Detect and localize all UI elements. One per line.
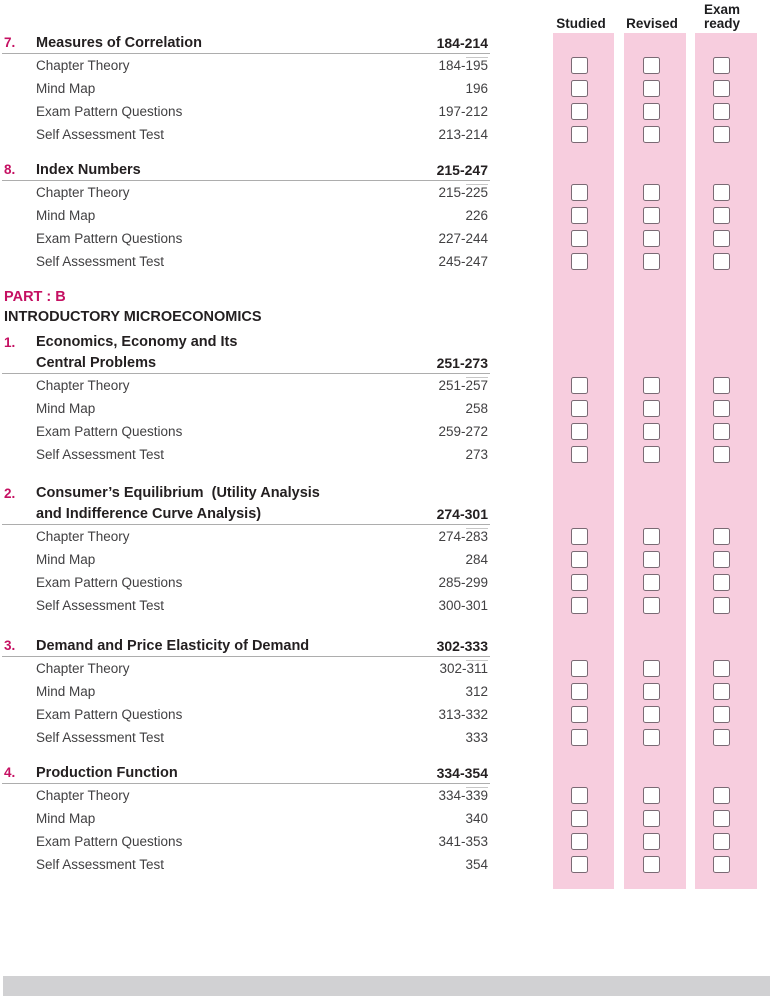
chapter-number: 1. bbox=[4, 335, 16, 350]
revised-checkbox[interactable] bbox=[643, 597, 660, 614]
revised-checkbox[interactable] bbox=[643, 706, 660, 723]
chapter-section bbox=[0, 32, 776, 146]
exam-ready-checkbox[interactable] bbox=[713, 80, 730, 97]
item-page-range: 226 bbox=[465, 208, 488, 223]
revised-checkbox[interactable] bbox=[643, 574, 660, 591]
toc-item-row bbox=[0, 374, 776, 397]
toc-item-row bbox=[0, 77, 776, 100]
studied-checkbox[interactable] bbox=[571, 57, 588, 74]
revised-checkbox[interactable] bbox=[643, 729, 660, 746]
chapter-heading bbox=[0, 159, 776, 181]
revised-checkbox[interactable] bbox=[643, 377, 660, 394]
exam-ready-checkbox[interactable] bbox=[713, 706, 730, 723]
chapter-page-range: 334-354 bbox=[436, 765, 488, 781]
item-label: Chapter Theory bbox=[36, 529, 130, 544]
toc-item-row bbox=[0, 525, 776, 548]
studied-checkbox[interactable] bbox=[571, 207, 588, 224]
studied-checkbox[interactable] bbox=[571, 184, 588, 201]
chapter-number: 8. bbox=[4, 162, 16, 177]
revised-checkbox[interactable] bbox=[643, 207, 660, 224]
item-page-range: 312 bbox=[465, 684, 488, 699]
studied-checkbox[interactable] bbox=[571, 103, 588, 120]
revised-checkbox[interactable] bbox=[643, 660, 660, 677]
studied-checkbox[interactable] bbox=[571, 729, 588, 746]
exam-ready-checkbox[interactable] bbox=[713, 57, 730, 74]
item-label: Chapter Theory bbox=[36, 185, 130, 200]
studied-checkbox[interactable] bbox=[571, 423, 588, 440]
chapter-page-range: 251-273 bbox=[436, 355, 488, 371]
revised-checkbox[interactable] bbox=[643, 253, 660, 270]
chapter-section bbox=[0, 159, 776, 273]
toc-item-row bbox=[0, 250, 776, 273]
part-label: PART : B bbox=[4, 289, 66, 305]
toc-item-row bbox=[0, 657, 776, 680]
chapter-heading bbox=[0, 635, 776, 657]
studied-checkbox[interactable] bbox=[571, 377, 588, 394]
revised-checkbox[interactable] bbox=[643, 833, 660, 850]
revised-checkbox[interactable] bbox=[643, 423, 660, 440]
toc-item-row bbox=[0, 443, 776, 466]
item-label: Mind Map bbox=[36, 401, 96, 416]
toc-item-row bbox=[0, 100, 776, 123]
item-page-range: 333 bbox=[465, 730, 488, 745]
chapter-number: 4. bbox=[4, 765, 16, 780]
toc-item-row bbox=[0, 807, 776, 830]
column-header-line: Revised bbox=[626, 15, 678, 31]
revised-checkbox[interactable] bbox=[643, 126, 660, 143]
item-label: Chapter Theory bbox=[36, 788, 130, 803]
item-page-range: 213-214 bbox=[438, 127, 488, 142]
exam-ready-checkbox[interactable] bbox=[713, 683, 730, 700]
toc-item-row bbox=[0, 204, 776, 227]
exam-ready-checkbox[interactable] bbox=[713, 230, 730, 247]
toc-item-row bbox=[0, 548, 776, 571]
item-label: Self Assessment Test bbox=[36, 857, 165, 872]
item-page-range: 334-339 bbox=[438, 788, 488, 803]
exam-ready-checkbox[interactable] bbox=[713, 729, 730, 746]
chapter-section bbox=[0, 332, 776, 466]
item-page-range: 354 bbox=[465, 857, 488, 872]
column-header-line: Exam bbox=[703, 2, 741, 17]
item-page-range: 285-299 bbox=[438, 575, 488, 590]
exam-ready-checkbox[interactable] bbox=[713, 787, 730, 804]
item-page-range: 259-272 bbox=[438, 424, 488, 439]
exam-ready-checkbox[interactable] bbox=[713, 400, 730, 417]
chapter-page-range: 215-247 bbox=[436, 162, 488, 178]
revised-checkbox[interactable] bbox=[643, 57, 660, 74]
chapter-heading bbox=[0, 504, 776, 525]
chapter-title: Measures of Correlation bbox=[36, 35, 202, 51]
chapter-page-range: 274-301 bbox=[436, 506, 488, 522]
toc-item-row bbox=[0, 853, 776, 876]
studied-checkbox[interactable] bbox=[571, 856, 588, 873]
item-page-range: 227-244 bbox=[438, 231, 488, 246]
revised-checkbox[interactable] bbox=[643, 230, 660, 247]
chapter-heading bbox=[0, 332, 776, 353]
item-page-range: 251-257 bbox=[438, 378, 488, 393]
toc-item-row bbox=[0, 680, 776, 703]
column-header-line: Studied bbox=[556, 15, 606, 31]
item-label: Self Assessment Test bbox=[36, 254, 165, 269]
item-label: Self Assessment Test bbox=[36, 730, 165, 745]
item-page-range: 341-353 bbox=[438, 834, 488, 849]
revised-checkbox[interactable] bbox=[643, 683, 660, 700]
exam-ready-checkbox[interactable] bbox=[713, 377, 730, 394]
footer-bar bbox=[3, 976, 770, 996]
chapter-heading bbox=[0, 762, 776, 784]
item-label: Exam Pattern Questions bbox=[36, 424, 183, 439]
studied-checkbox[interactable] bbox=[571, 597, 588, 614]
chapter-number: 2. bbox=[4, 486, 16, 501]
toc-item-row bbox=[0, 571, 776, 594]
item-label: Mind Map bbox=[36, 81, 96, 96]
studied-checkbox[interactable] bbox=[571, 810, 588, 827]
revised-checkbox[interactable] bbox=[643, 446, 660, 463]
chapter-section bbox=[0, 635, 776, 749]
studied-checkbox[interactable] bbox=[571, 551, 588, 568]
chapter-page-range: 302-333 bbox=[436, 638, 488, 654]
part-divider bbox=[0, 287, 776, 328]
chapter-number: 7. bbox=[4, 35, 16, 50]
toc-item-row bbox=[0, 123, 776, 146]
chapter-section bbox=[0, 483, 776, 617]
studied-checkbox[interactable] bbox=[571, 400, 588, 417]
studied-checkbox[interactable] bbox=[571, 574, 588, 591]
studied-checkbox[interactable] bbox=[571, 253, 588, 270]
item-label: Self Assessment Test bbox=[36, 127, 165, 142]
exam-ready-checkbox[interactable] bbox=[713, 528, 730, 545]
toc-item-row bbox=[0, 784, 776, 807]
item-label: Mind Map bbox=[36, 208, 96, 223]
chapter-title: and Indifference Curve Analysis) bbox=[36, 506, 262, 522]
chapter-heading bbox=[0, 353, 776, 374]
revised-checkbox[interactable] bbox=[643, 184, 660, 201]
revised-checkbox[interactable] bbox=[643, 787, 660, 804]
exam-ready-checkbox[interactable] bbox=[713, 184, 730, 201]
exam-ready-checkbox[interactable] bbox=[713, 833, 730, 850]
item-label: Chapter Theory bbox=[36, 661, 130, 676]
toc-item-row bbox=[0, 227, 776, 250]
exam-ready-checkbox[interactable] bbox=[713, 423, 730, 440]
item-label: Exam Pattern Questions bbox=[36, 575, 183, 590]
chapter-title: Demand and Price Elasticity of Demand bbox=[36, 638, 310, 654]
column-header-line: ready bbox=[703, 15, 741, 31]
item-label: Exam Pattern Questions bbox=[36, 834, 183, 849]
revised-checkbox[interactable] bbox=[643, 103, 660, 120]
chapter-page-range: 184-214 bbox=[436, 35, 488, 51]
item-page-range: 258 bbox=[465, 401, 488, 416]
chapter-heading bbox=[0, 483, 776, 504]
toc-item-row bbox=[0, 830, 776, 853]
chapter-title: Index Numbers bbox=[36, 162, 141, 178]
studied-checkbox[interactable] bbox=[571, 706, 588, 723]
revised-checkbox[interactable] bbox=[643, 810, 660, 827]
studied-checkbox[interactable] bbox=[571, 833, 588, 850]
exam-ready-checkbox[interactable] bbox=[713, 660, 730, 677]
toc-item-row bbox=[0, 726, 776, 749]
item-page-range: 197-212 bbox=[438, 104, 488, 119]
item-label: Exam Pattern Questions bbox=[36, 707, 183, 722]
item-label: Mind Map bbox=[36, 684, 96, 699]
column-header-exam_ready bbox=[677, 2, 767, 30]
exam-ready-checkbox[interactable] bbox=[713, 551, 730, 568]
item-page-range: 184-195 bbox=[438, 58, 488, 73]
table-of-contents bbox=[0, 32, 776, 876]
studied-checkbox[interactable] bbox=[571, 528, 588, 545]
studied-checkbox[interactable] bbox=[571, 230, 588, 247]
item-page-range: 215-225 bbox=[438, 185, 488, 200]
item-page-range: 284 bbox=[465, 552, 488, 567]
revised-checkbox[interactable] bbox=[643, 80, 660, 97]
studied-checkbox[interactable] bbox=[571, 126, 588, 143]
studied-checkbox[interactable] bbox=[571, 660, 588, 677]
exam-ready-checkbox[interactable] bbox=[713, 810, 730, 827]
exam-ready-checkbox[interactable] bbox=[713, 103, 730, 120]
chapter-title: Production Function bbox=[36, 765, 178, 781]
item-page-range: 245-247 bbox=[438, 254, 488, 269]
toc-item-row bbox=[0, 594, 776, 617]
chapter-title: Consumer’s Equilibrium (Utility Analysis bbox=[36, 485, 320, 501]
item-page-range: 313-332 bbox=[438, 707, 488, 722]
revised-checkbox[interactable] bbox=[643, 400, 660, 417]
studied-checkbox[interactable] bbox=[571, 446, 588, 463]
item-label: Self Assessment Test bbox=[36, 447, 165, 462]
toc-item-row bbox=[0, 703, 776, 726]
item-page-range: 300-301 bbox=[438, 598, 488, 613]
item-page-range: 273 bbox=[465, 447, 488, 462]
item-label: Exam Pattern Questions bbox=[36, 231, 183, 246]
chapter-heading bbox=[0, 32, 776, 54]
chapter-number: 3. bbox=[4, 638, 16, 653]
item-label: Chapter Theory bbox=[36, 58, 130, 73]
item-label: Mind Map bbox=[36, 552, 96, 567]
studied-checkbox[interactable] bbox=[571, 80, 588, 97]
exam-ready-checkbox[interactable] bbox=[713, 856, 730, 873]
revised-checkbox[interactable] bbox=[643, 528, 660, 545]
chapter-section bbox=[0, 762, 776, 876]
exam-ready-checkbox[interactable] bbox=[713, 446, 730, 463]
item-label: Exam Pattern Questions bbox=[36, 104, 183, 119]
item-label: Mind Map bbox=[36, 811, 96, 826]
studied-checkbox[interactable] bbox=[571, 683, 588, 700]
revised-checkbox[interactable] bbox=[643, 856, 660, 873]
toc-item-row bbox=[0, 54, 776, 77]
part-title: INTRODUCTORY MICROECONOMICS bbox=[4, 309, 262, 325]
toc-item-row bbox=[0, 420, 776, 443]
toc-item-row bbox=[0, 397, 776, 420]
item-page-range: 340 bbox=[465, 811, 488, 826]
item-page-range: 302-311 bbox=[439, 661, 488, 676]
exam-ready-checkbox[interactable] bbox=[713, 207, 730, 224]
studied-checkbox[interactable] bbox=[571, 787, 588, 804]
chapter-title: Economics, Economy and Its bbox=[36, 334, 238, 350]
exam-ready-checkbox[interactable] bbox=[713, 574, 730, 591]
toc-item-row bbox=[0, 181, 776, 204]
chapter-title: Central Problems bbox=[36, 355, 157, 371]
exam-ready-checkbox[interactable] bbox=[713, 126, 730, 143]
revised-checkbox[interactable] bbox=[643, 551, 660, 568]
item-label: Chapter Theory bbox=[36, 378, 130, 393]
exam-ready-checkbox[interactable] bbox=[713, 597, 730, 614]
item-page-range: 274-283 bbox=[438, 529, 488, 544]
item-page-range: 196 bbox=[465, 81, 488, 96]
item-label: Self Assessment Test bbox=[36, 598, 165, 613]
exam-ready-checkbox[interactable] bbox=[713, 253, 730, 270]
